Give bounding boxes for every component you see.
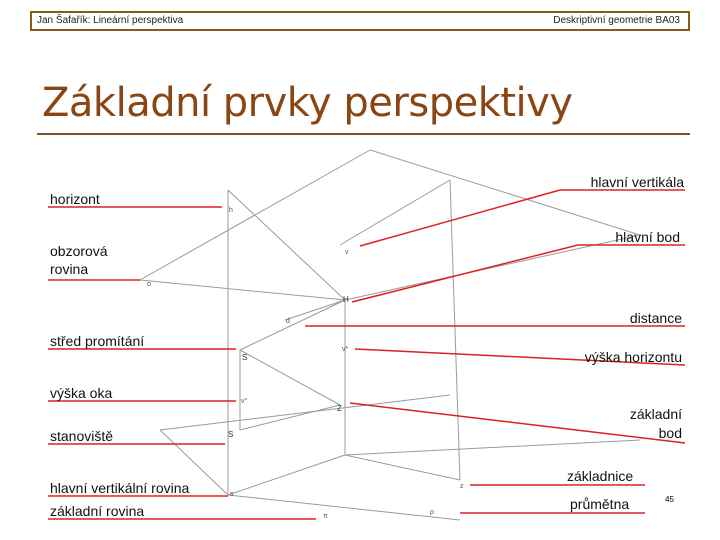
- diagram-edge: [240, 300, 345, 350]
- label-zakladni-bod-1: základní: [629, 406, 682, 422]
- letter-Z: Z: [337, 404, 342, 413]
- label-zakladni-bod-2: bod: [658, 425, 682, 441]
- diagram-edge: [140, 150, 370, 280]
- header-course: Deskriptivní geometrie BA03: [553, 15, 680, 26]
- letter-S-upper: S: [242, 353, 248, 362]
- letter-S-lower: S: [228, 430, 234, 439]
- label-hlavni-vertikalni-rovina: hlavní vertikální rovina: [50, 480, 190, 496]
- label-vyska-oka: výška oka: [50, 385, 113, 401]
- label-distance: distance: [629, 310, 682, 326]
- letter-rho: ρ: [430, 509, 434, 516]
- diagram-edge: [450, 180, 460, 480]
- label-obzorova-2: rovina: [50, 261, 89, 277]
- label-stred-promitani: střed promítání: [50, 333, 145, 349]
- letter-v: v: [345, 249, 349, 256]
- diagram-edge: [370, 150, 640, 235]
- letter-v-star: v*: [342, 346, 349, 353]
- letter-omega: ο: [147, 281, 151, 288]
- letter-d: d: [286, 318, 290, 325]
- header-author: Jan Šafařík: Lineární perspektiva: [37, 15, 184, 26]
- label-prumetna: průmětna: [570, 496, 630, 512]
- label-stanoviste: stanoviště: [50, 428, 114, 444]
- letter-H: H: [343, 295, 349, 304]
- letter-z: z: [460, 483, 464, 490]
- diagram-edge: [140, 280, 345, 300]
- letter-h: h: [229, 207, 233, 214]
- diagram-edge: [228, 495, 460, 520]
- diagram-edge: [340, 180, 450, 245]
- label-zakladnice: základnice: [567, 468, 634, 484]
- diagram-edge: [240, 405, 340, 430]
- letter-pi: π: [323, 513, 328, 520]
- page-number: 45: [665, 495, 674, 504]
- diagram-edge: [228, 190, 345, 300]
- label-hlavni-vertikala: hlavní vertikála: [590, 174, 684, 190]
- leader-hlavni-bod-ray: [352, 245, 578, 302]
- label-horizont: horizont: [50, 191, 100, 207]
- label-obzorova-1: obzorová: [50, 243, 108, 259]
- diagram-edge: [228, 455, 345, 495]
- leader-hlavni-vertikala-ray: [360, 190, 560, 246]
- label-vyska-horizontu: výška horizontu: [584, 349, 682, 365]
- label-zakladni-rovina: základní rovina: [50, 503, 145, 519]
- letter-v-zero: v°: [241, 398, 248, 405]
- diagram-edge: [240, 350, 340, 405]
- diagram-edge: [285, 300, 345, 320]
- diagram-edge: [345, 455, 460, 480]
- label-hlavni-bod: hlavní bod: [615, 229, 680, 245]
- letter-s: s: [230, 491, 234, 498]
- page-title: Základní prvky perspektivy: [42, 80, 573, 126]
- diagram-edge: [345, 440, 640, 455]
